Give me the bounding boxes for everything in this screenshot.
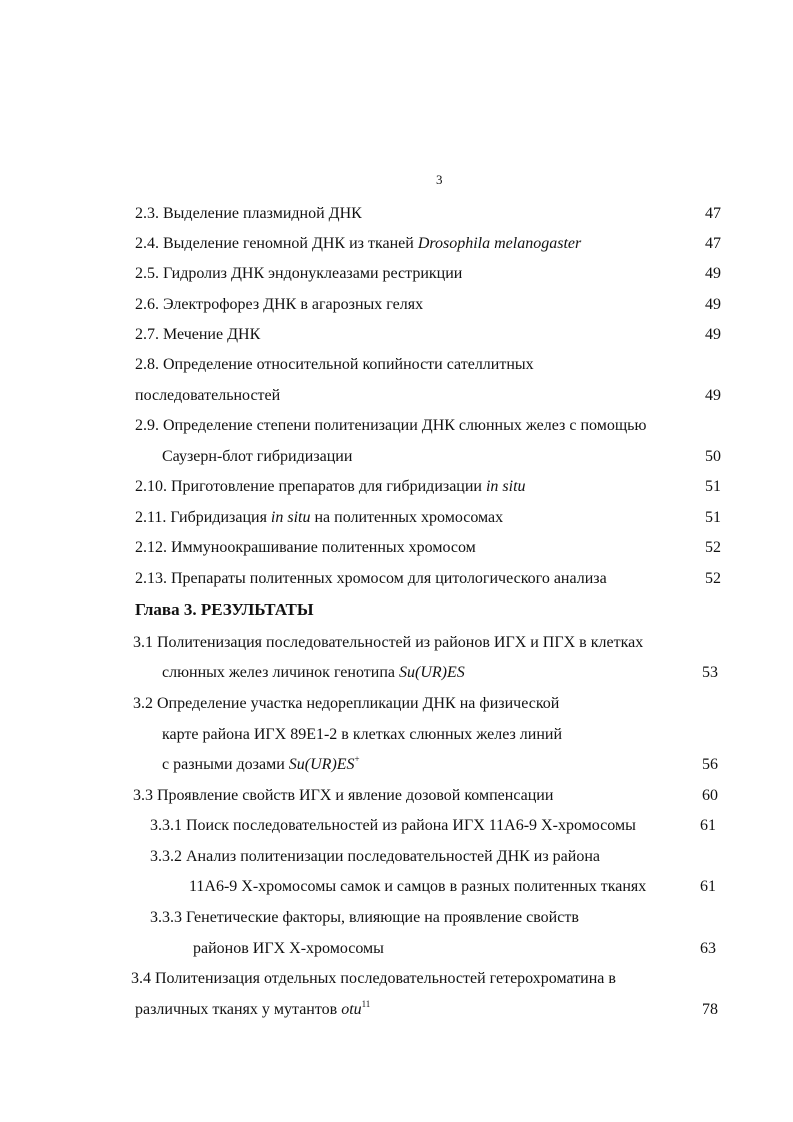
toc-entry [133, 784, 718, 808]
toc-entry-title: 2.9. Определение степени политенизации ДНК слюнных желез с помощью [135, 417, 647, 434]
toc-entry-page: 51 [705, 509, 721, 526]
genotype-name: Su(UR)ES [288, 756, 355, 773]
toc-subentry [150, 906, 716, 930]
toc-entry-title: 2.11. Гибридизация in situ на политенных хромосомах [135, 509, 504, 526]
toc-entry-continuation [135, 998, 718, 1022]
toc-entry-page: 53 [702, 664, 718, 681]
toc-entry [135, 353, 721, 377]
toc-entry-title: 3.4 Политенизация отдельных последовательностей гетерохроматина в [131, 970, 616, 987]
toc-entry-title: 2.3. Выделение плазмидной ДНК [135, 205, 362, 222]
toc-entry-page: 52 [705, 539, 721, 556]
toc-entry-page: 51 [705, 478, 721, 495]
page-number: 3 [436, 172, 443, 187]
toc-entry-title: 3.1 Политенизация последовательностей из районов ИГХ и ПГХ в клетках [133, 634, 644, 651]
toc-entry-title: слюнных желез личинок генотипа Su(UR)ES [162, 664, 465, 681]
toc-entry-continuation [189, 875, 716, 899]
toc-entry-title: различных тканях у мутантов otu$^{11}$ [135, 999, 371, 1018]
toc-entry [135, 293, 721, 317]
toc-entry-title: 3.3.1 Поиск последовательностей из района ИГХ 11А6-9 Х-хромосомы [150, 817, 636, 834]
toc-entry-continuation [162, 723, 721, 747]
superscript: 11 [361, 999, 371, 1009]
toc-entry-title: 2.12. Иммуноокрашивание политенных хромосом [135, 539, 476, 556]
toc-entry-title: 2.13. Препараты политенных хромосом для цитологического анализа [135, 570, 607, 587]
toc-entry-title: карте района ИГХ 89Е1-2 в клетках слюнных желез линий [162, 726, 563, 743]
toc-entry-title: 2.4. Выделение геномной ДНК из тканей Drosophila melanogaster [135, 235, 582, 252]
toc-subentry [150, 814, 716, 838]
species-name: Drosophila melanogaster [417, 235, 582, 252]
toc-entry [135, 202, 721, 226]
toc-entry-title: 3.3 Проявление свойств ИГХ и явление дозовой компенсации [133, 787, 554, 804]
toc-entry-title: 2.8. Определение относительной копийности сателлитных [135, 356, 534, 373]
toc-entry [135, 536, 721, 560]
toc-entry [135, 506, 721, 530]
toc-entry [135, 323, 721, 347]
toc-entry-title: 2.7. Мечение ДНК [135, 326, 261, 343]
toc-entry-title: 3.3.2 Анализ политенизации последовательностей ДНК из района [150, 848, 601, 865]
italic-term: in situ [270, 509, 311, 526]
toc-entry-page: 47 [705, 205, 721, 222]
toc-entry-continuation [162, 753, 718, 777]
toc-entry [135, 262, 721, 286]
chapter-heading [135, 598, 721, 622]
toc-entry-page: 63 [700, 940, 716, 957]
toc-entry-page: 49 [705, 265, 721, 282]
toc-entry-continuation [193, 937, 716, 961]
toc-entry-page: 47 [705, 235, 721, 252]
toc-entry-title: 11А6-9 Х-хромосомы самок и самцов в разных политенных тканях [189, 878, 647, 895]
toc-entry-title: 3.2 Определение участка недорепликации ДНК на физической [133, 695, 560, 712]
toc-entry [135, 567, 721, 591]
toc-entry-title: с разными дозами Su(UR)ES+ [162, 754, 360, 773]
toc-entry-page: 52 [705, 570, 721, 587]
toc-entry [131, 967, 721, 991]
toc-entry-title: 2.10. Приготовление препаратов для гибридизации in situ [135, 478, 526, 495]
mutant-name: otu [341, 1001, 362, 1018]
superscript: + [354, 754, 360, 764]
italic-term: in situ [485, 478, 526, 495]
toc-entry-page: 50 [705, 448, 721, 465]
toc-entry-page: 49 [705, 296, 721, 313]
toc-entry-page: 60 [702, 787, 718, 804]
genotype-name: Su(UR)ES [398, 664, 465, 681]
toc-entry [133, 631, 721, 655]
toc-entry-title: 2.6. Электрофорез ДНК в агарозных гелях [135, 296, 424, 313]
toc-entry-continuation [162, 445, 721, 469]
toc-entry-title: 2.5. Гидролиз ДНК эндонуклеазами рестрикции [135, 265, 463, 282]
toc-entry-page: 61 [700, 878, 716, 895]
toc-entry-page: 78 [702, 1001, 718, 1018]
chapter-heading-title: Глава 3. РЕЗУЛЬТАТЫ [135, 600, 314, 619]
toc-entry [135, 475, 721, 499]
toc-entry-continuation [135, 384, 721, 408]
toc-entry-page: 61 [700, 817, 716, 834]
toc-entry-title: 3.3.3 Генетические факторы, влияющие на проявление свойств [150, 909, 579, 926]
toc-entry-title: Саузерн-блот гибридизации [162, 448, 353, 465]
toc-entry-title: последовательностей [135, 387, 281, 404]
toc-entry-title: районов ИГХ Х-хромосомы [193, 940, 384, 957]
toc-entry [135, 232, 721, 256]
toc-subentry [150, 845, 716, 869]
toc-entry-page: 49 [705, 326, 721, 343]
toc-entry [133, 692, 721, 716]
toc-entry-page: 49 [705, 387, 721, 404]
toc-entry [135, 414, 721, 438]
toc-entry-continuation [162, 661, 718, 685]
toc-entry-page: 56 [702, 756, 718, 773]
